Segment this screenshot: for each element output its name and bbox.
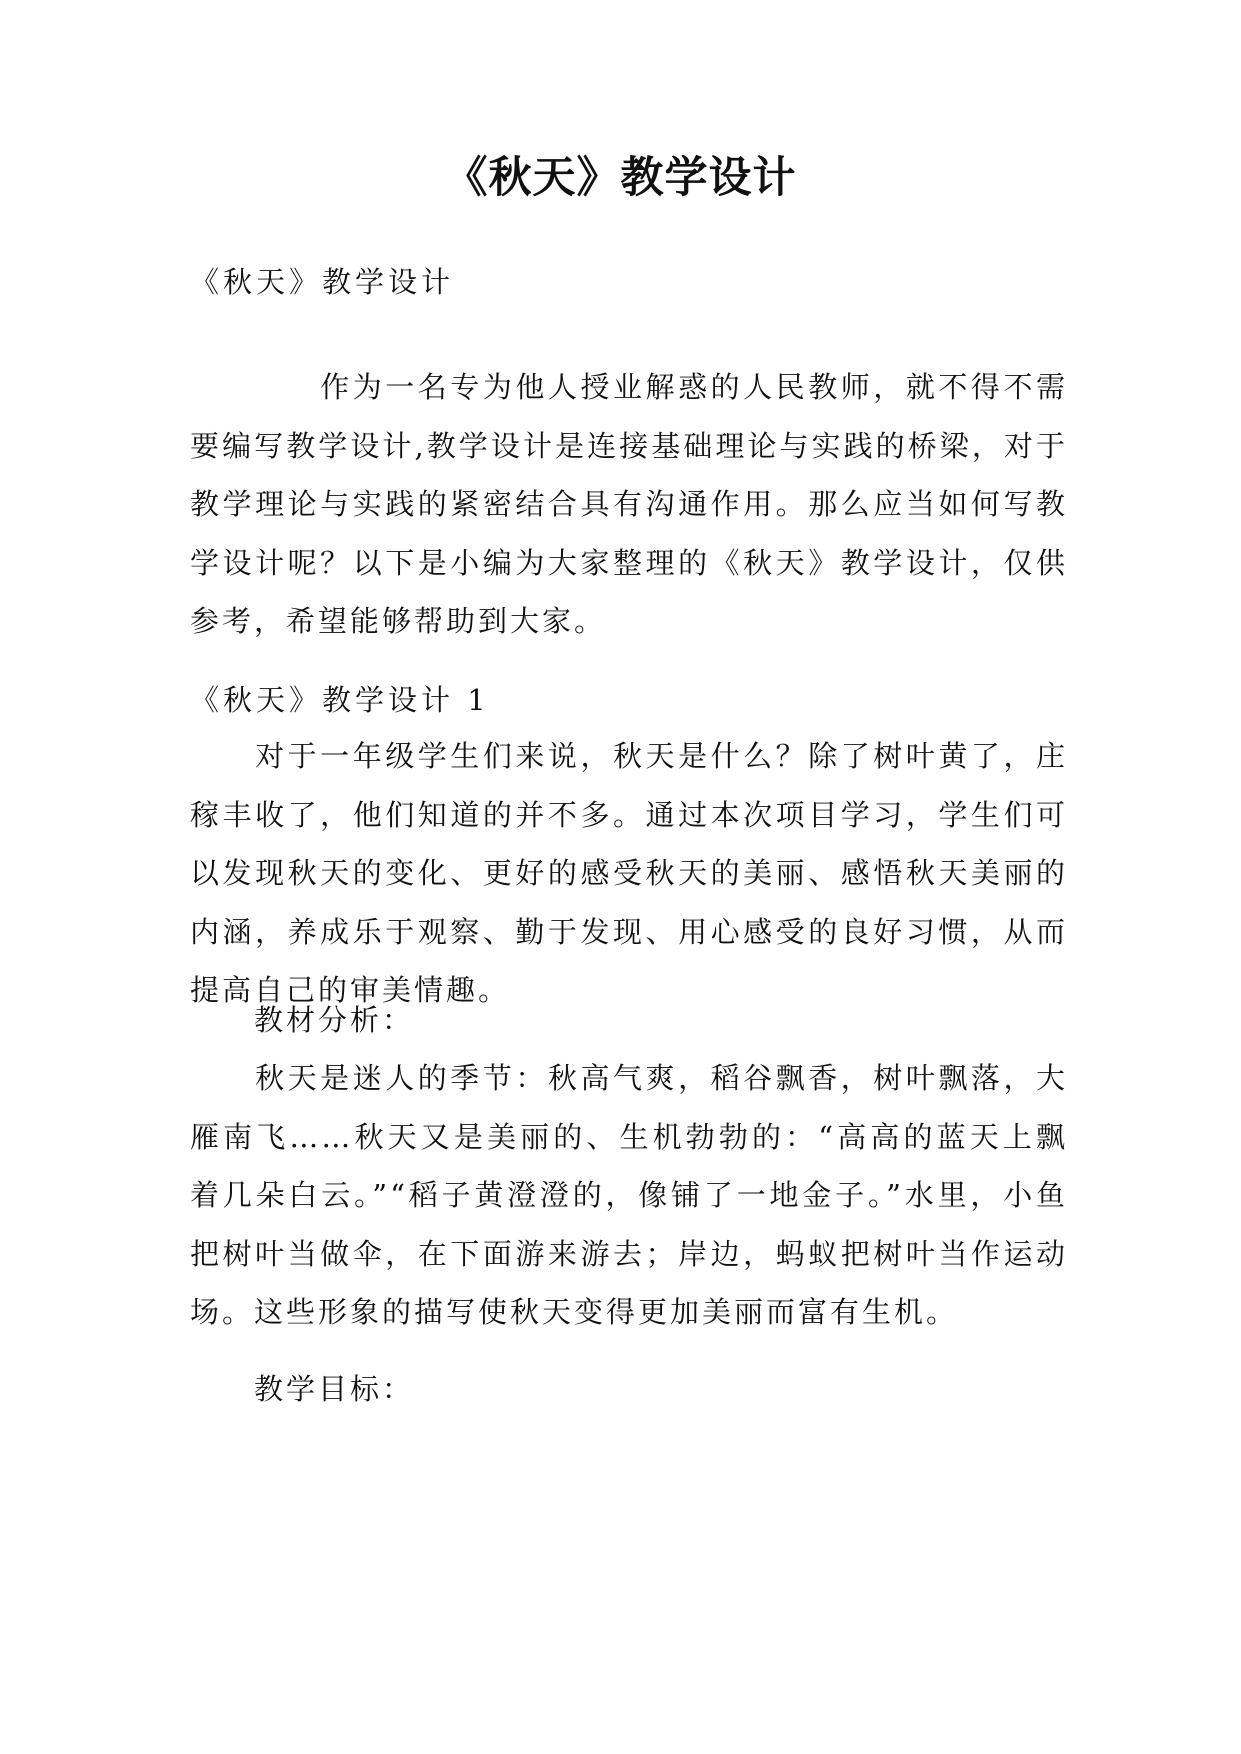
section-heading-1: 《秋天》教学设计 1 (190, 683, 490, 717)
document-subtitle: 《秋天》教学设计 (190, 265, 455, 299)
section1-paragraph: 对于一年级学生们来说，秋天是什么？除了树叶黄了，庄稼丰收了，他们知道的并不多。通过本次项目学习，学生们可以发现秋天的变化、更好的感受秋天的美丽、感悟秋天美丽的内涵，养成乐于观察、勤于发现、用心感受的良好习惯，从而提高自己的审美情趣。 (190, 739, 1068, 1007)
teaching-goals-heading: 教学目标： (190, 1372, 415, 1406)
document-title: 《秋天》教学设计 (444, 153, 797, 203)
intro-paragraph: 作为一名专为他人授业解惑的人民教师，就不得不需要编写教学设计,教学设计是连接基础理论与实践的桥梁，对于教学理论与实践的紧密结合具有沟通作用。那么应当如何写教学设计呢？以下是小编为大家整理的《秋天》教学设计，仅供参考，希望能够帮助到大家。 (190, 370, 1068, 638)
material-analysis-paragraph: 秋天是迷人的季节：秋高气爽，稻谷飘香，树叶飘落，大雁南飞……秋天又是美丽的、生机勃勃的：“高高的蓝天上飘着几朵白云。”“稻子黄澄澄的，像铺了一地金子。”水里，小鱼把树叶当做伞，在下面游来游去；岸边，蚂蚁把树叶当作运动场。这些形象的描写使秋天变得更加美丽而富有生机。 (190, 1061, 1068, 1329)
material-analysis-heading: 教材分析： (190, 1003, 415, 1037)
